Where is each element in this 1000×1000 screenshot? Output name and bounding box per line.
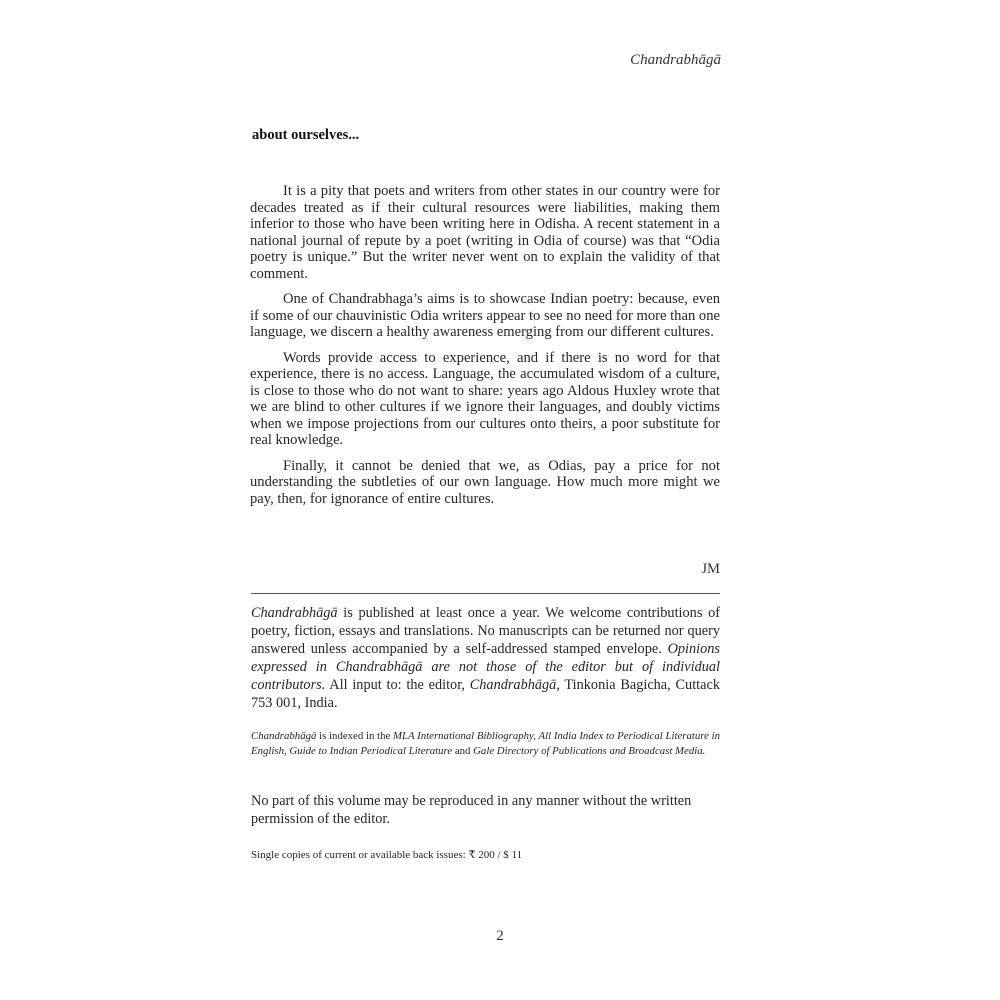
editor-signature: JM: [701, 561, 720, 577]
index-list: MLA International Bibliography, All India Index to Periodical Literature in English, Guide to Indian Periodical Literature: [251, 730, 721, 757]
notice-text: All input to: the editor,: [325, 677, 470, 693]
journal-name: Chandrabhāgā: [251, 730, 317, 742]
opinions-disclaimer: Opinions expressed in Chandrabhāgā are not those of the editor but of individual contributors.: [251, 641, 721, 693]
section-heading: about ourselves...: [252, 127, 360, 143]
editorial-paragraph: One of Chandrabhaga’s aims is to showcase Indian poetry: because, even if some of our chauvinistic Odia writers appear to see no need for more than one language, we discern a healthy awareness emerging from our different cultures.: [250, 291, 720, 340]
journal-name: Chandrabhāgā: [469, 677, 557, 693]
editorial-paragraph: Finally, it cannot be denied that we, as Odias, pay a price for not understanding the subtleties of our own language. How much more might we pay, then, for ignorance of entire cultures.: [250, 457, 720, 507]
copyright-notice: No part of this volume may be reproduced in any manner without the written permission of the editor.: [251, 793, 692, 827]
publication-notice: [251, 604, 720, 712]
editorial-body: [250, 183, 720, 516]
journal-name: Chandrabhāgā: [251, 605, 338, 621]
notice-text: is published at least once a year. We welcome contributions of poetry, fiction, essays and translations. No manuscripts can be returned nor query answered unless accompanied by a self-addressed stamped envelope.: [251, 605, 720, 657]
indexing-note: Chandrabhāgā is indexed in the MLA International Bibliography, All India Index to Periodical Literature in English, Guide to Indian Periodical Literature and Gale Directory of Publications and Broadcast Media.: [251, 730, 721, 757]
running-head-journal-title: Chandrabhāgā: [630, 52, 721, 68]
index-list: Gale Directory of Publications and Broadcast Media.: [473, 745, 706, 757]
postal-address: , Tinkonia Bagicha, Cuttack 753 001, India.: [251, 677, 720, 711]
editorial-paragraph: It is a pity that poets and writers from other states in our country were for decades treated as if their cultural resources were liabilities, making them inferior to those who have been writing here in Odisha. A recent statement in a national journal of repute by a poet (writing in Odia of course) was that “Odia poetry is unique.” But the writer never went on to explain the validity of that comment.: [250, 183, 720, 282]
section-divider: [251, 593, 720, 594]
journal-name: Chandrabhāgā: [335, 659, 423, 675]
page-number: 2: [496, 928, 504, 944]
editorial-paragraph: Words provide access to experience, and if there is no word for that experience, there is no access. Language, the accumulated wisdom of a culture, is close to those who do not want to share: years ago Aldous Huxley wrote that we are blind to other cultures if we ignore their languages, and doubly victims when we impose projections from our cultures onto theirs, a poor substitute for real knowledge.: [250, 349, 720, 448]
pricing-note: Single copies of current or available back issues: ₹ 200 / $ 11: [251, 849, 523, 861]
